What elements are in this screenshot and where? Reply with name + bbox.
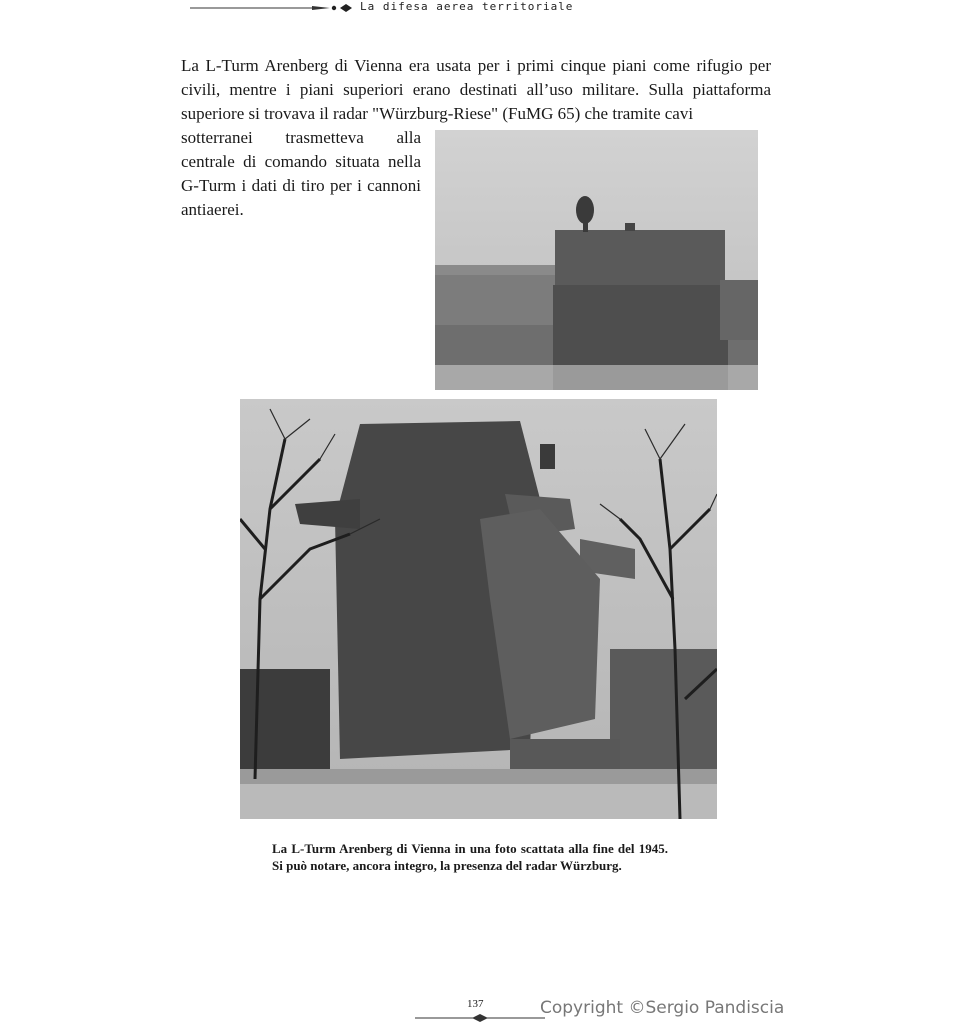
flak-tower-photo-image: [240, 399, 717, 819]
intro-paragraph: La L-Turm Arenberg di Vienna era usata per i primi cinque piani come rifugio per civili, mentre i piani superiori erano destinati all’uso militare. Sulla piattaforma superiore si trovava il radar "Würzburg-Riese" (FuMG 65) che tramite cavi: [181, 56, 771, 123]
intro-paragraph-continued: sotterranei trasmetteva alla centrale di comando situata nella G-Turm i dati di tiro per i cannoni antiaerei.: [181, 128, 421, 219]
flak-tower-photo: [240, 399, 717, 819]
footer-ornament: [410, 1012, 550, 1024]
header-title: La difesa aerea territoriale: [360, 0, 574, 13]
photo-caption: La L-Turm Arenberg di Vienna in una foto scattata alla fine del 1945. Si può notare, ancora integro, la presenza del radar Würzburg.: [272, 841, 668, 873]
page-number: 137: [467, 998, 484, 1010]
running-header: [0, 0, 957, 20]
radar-photo-image: [435, 130, 758, 390]
radar-photo: [435, 130, 758, 390]
copyright-notice: Copyright ©Sergio Pandiscia: [540, 998, 785, 1018]
